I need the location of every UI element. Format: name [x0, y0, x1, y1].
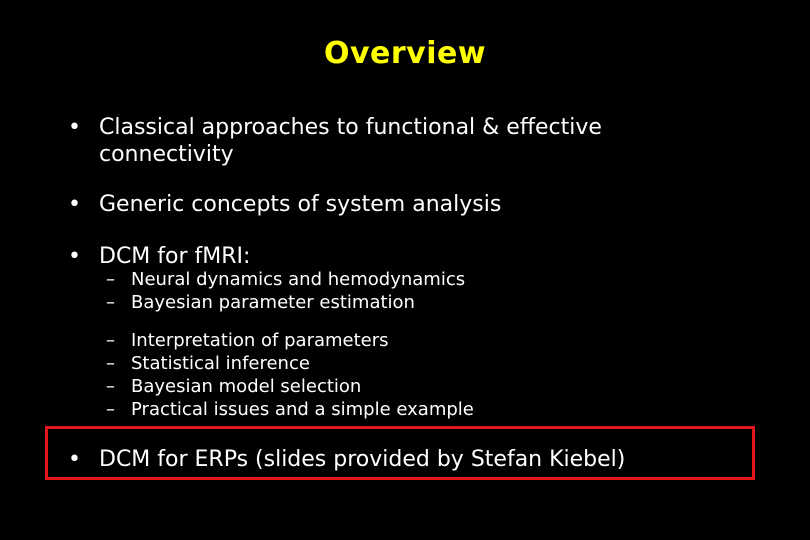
bullet-text: connectivity: [99, 142, 234, 167]
bullet-marker: •: [68, 244, 81, 269]
sub-bullet-text: Bayesian model selection: [131, 376, 362, 397]
sub-bullet-marker: –: [106, 399, 115, 420]
sub-bullet-marker: –: [106, 292, 115, 313]
bullet-text: Classical approaches to functional & effective: [99, 115, 602, 140]
bullet-marker: •: [68, 192, 81, 217]
bullet-text: DCM for ERPs (slides provided by Stefan Kiebel): [99, 447, 626, 472]
sub-bullet-text: Interpretation of parameters: [131, 330, 389, 351]
sub-bullet-marker: –: [106, 353, 115, 374]
sub-bullet-marker: –: [106, 330, 115, 351]
bullet-text: Generic concepts of system analysis: [99, 192, 502, 217]
slide-title: Overview: [323, 36, 487, 71]
bullet-marker: •: [68, 115, 81, 140]
sub-bullet-text: Statistical inference: [131, 353, 310, 374]
bullet-marker: •: [68, 447, 81, 472]
sub-bullet-text: Practical issues and a simple example: [131, 399, 474, 420]
sub-bullet-marker: –: [106, 269, 115, 290]
bullet-text: DCM for fMRI:: [99, 244, 251, 269]
sub-bullet-text: Neural dynamics and hemodynamics: [131, 269, 466, 290]
sub-bullet-text: Bayesian parameter estimation: [131, 292, 415, 313]
sub-bullet-marker: –: [106, 376, 115, 397]
